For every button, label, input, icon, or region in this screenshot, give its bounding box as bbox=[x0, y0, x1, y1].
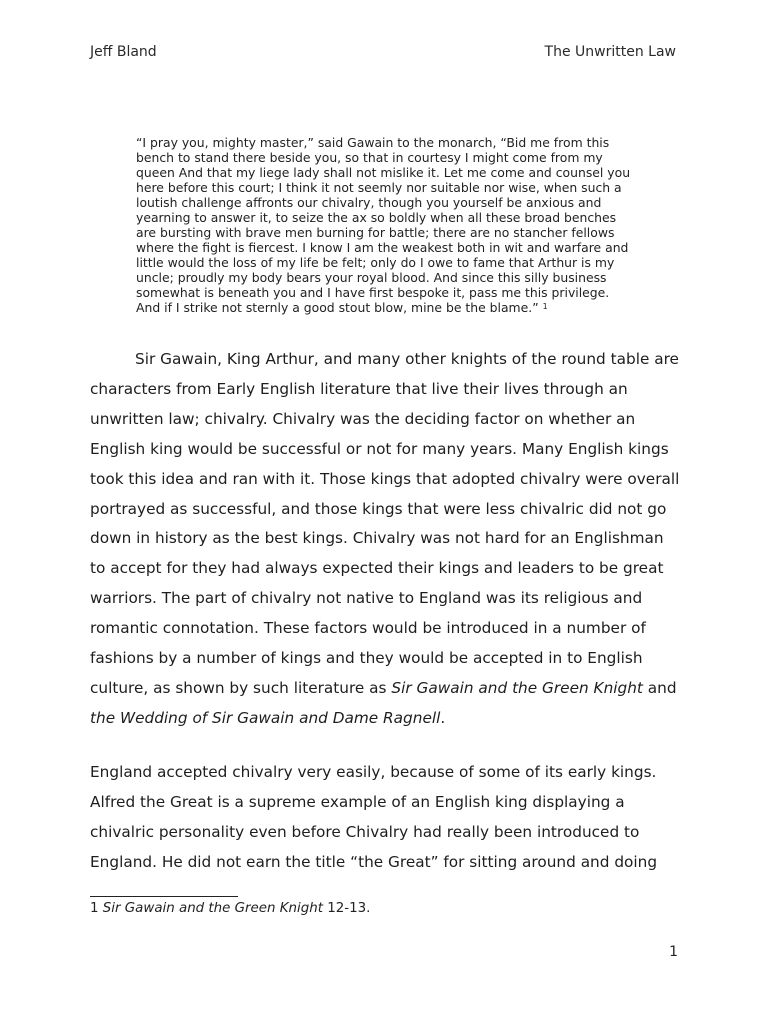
header-title: The Unwritten Law bbox=[544, 44, 676, 60]
footnote-pages: 12-13. bbox=[323, 901, 371, 916]
header-author: Jeff Bland bbox=[90, 44, 157, 60]
work-title-green-knight: Sir Gawain and the Green Knight bbox=[391, 678, 643, 697]
paragraph-1 bbox=[90, 345, 680, 734]
paragraph-1-and: and bbox=[642, 678, 677, 697]
page-header bbox=[90, 44, 676, 60]
body-text bbox=[90, 345, 680, 877]
block-quote bbox=[136, 136, 636, 316]
page-number: 1 bbox=[669, 944, 678, 960]
footnote-number: 1 bbox=[90, 901, 99, 916]
footnote-separator bbox=[90, 896, 238, 897]
footnote bbox=[90, 901, 370, 916]
quote-text: “I pray you, mighty master,” said Gawain to the monarch, “Bid me from this bench to stand there beside you, so that in courtesy I might come from my queen And that my liege lady shall not mislike it. Let me come and counsel you here before this court; I think it not seemly nor suitable nor wise, when such a loutish challenge affronts our chivalry, though you yourself be anxious and yearning to answer it, to seize the ax so boldly when all these broad benches are bursting with brave men burning for battle; there are no stancher fellows where the fight is fiercest. I know I am the weakest both in wit and warfare and little would the loss of my life be felt; only do I owe to fame that Arthur is my uncle; proudly my body bears your royal blood. And since this silly business somewhat is beneath you and I have first bespoke it, pass me this privilege. And if I strike not sternly a good stout blow, mine be the blame.” bbox=[136, 135, 631, 316]
paragraph-2: England accepted chivalry very easily, because of some of its early kings. Alfred the Great is a supreme example of an English king displaying a chivalric personality even before Chivalry had really been introduced to England. He did not earn the title “the Great” for sitting around and doing bbox=[90, 762, 658, 871]
paragraph-1-end: . bbox=[440, 708, 446, 727]
work-title-wedding: the Wedding of Sir Gawain and Dame Ragnell bbox=[90, 708, 441, 727]
paragraph-1-text: Sir Gawain, King Arthur, and many other knights of the round table are characters from Early English literature that live their lives through an unwritten law; chivalry. Chivalry was the deciding factor on whether an English king would be successful or not for many years. Many English kings took this idea and ran with it. Those kings that adopted chivalry were overall portrayed as successful, and those kings that were less chivalric did not go down in history as the best kings. Chivalry was not hard for an Englishman to accept for they had always expected their kings and leaders to be great warriors. The part of chivalry not native to England was its religious and romantic connotation. These factors would be introduced in a number of fashions by a number of kings and they would be accepted in to English culture, as shown by such literature as bbox=[90, 350, 680, 697]
footnote-title: Sir Gawain and the Green Knight bbox=[102, 901, 323, 916]
quote-footnote-ref[interactable]: 1 bbox=[542, 302, 548, 312]
